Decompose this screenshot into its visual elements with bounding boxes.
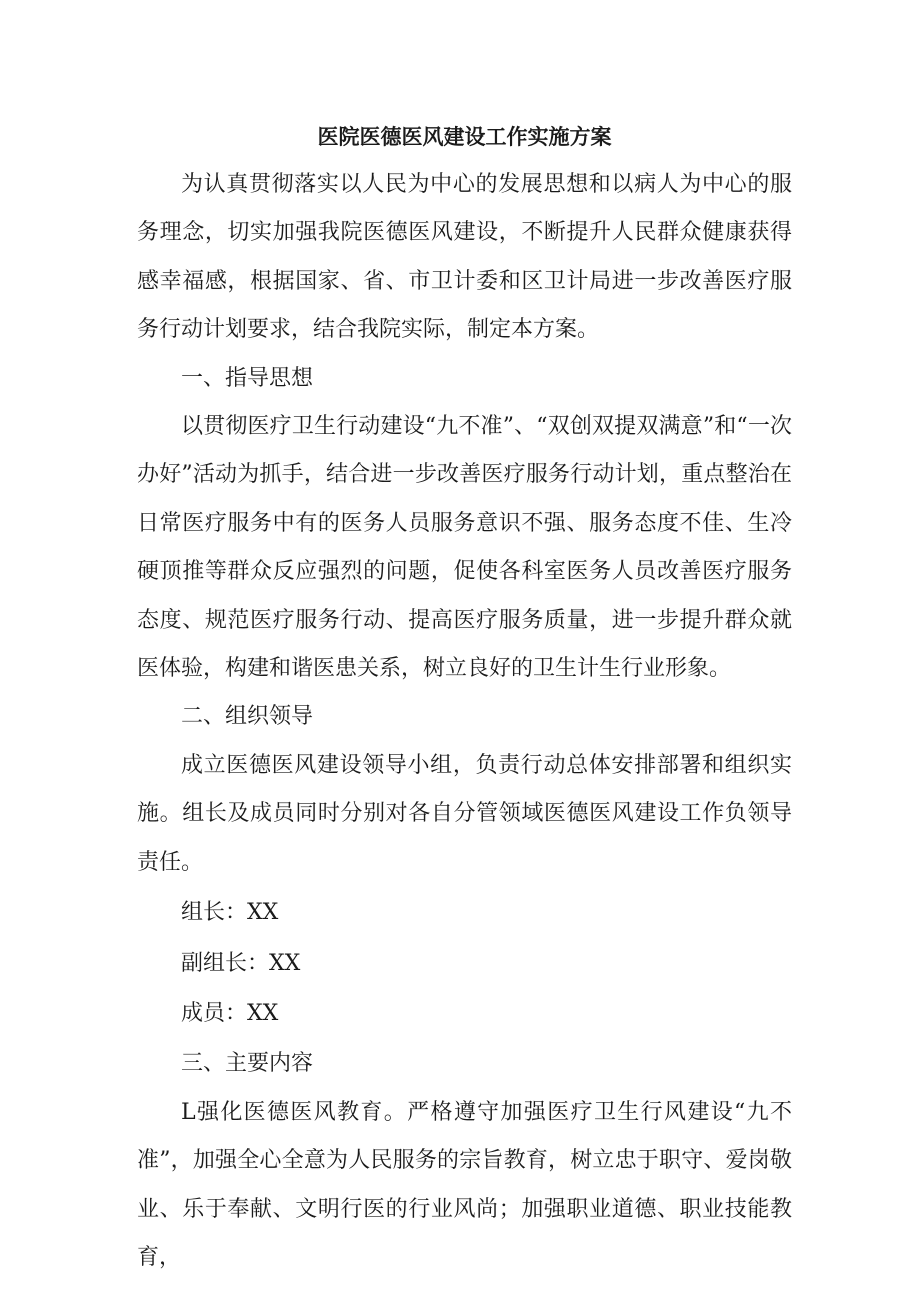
organization-paragraph: 成立医德医风建设领导小组，负责行动总体安排部署和组织实施。组长及成员同时分别对各自分管领域医德医风建设工作负领导责任。	[137, 752, 792, 875]
main-content-item-1: L强化医德医风教育。严格遵守加强医疗卫生行风建设“九不准”，加强全心全意为人民服务的宗旨教育，树立忠于职守、爱岗敬业、乐于奉献、文明行医的行业风尚；加强职业道德、职业技能教育，	[137, 1099, 792, 1270]
section-heading-guiding-ideology: 一、指导思想	[181, 365, 314, 391]
deputy-leader-line: 副组长：XX	[181, 950, 301, 976]
section-heading-organization: 二、组织领导	[181, 704, 314, 730]
guiding-ideology-paragraph: 以贯彻医疗卫生行动建设“九不准”、“双创双提双满意”和“一次办好”活动为抓手，结合进一步改善医疗服务行动计划，重点整治在日常医疗服务中有的医务人员服务意识不强、服务态度不佳、生冷硬顶推等群众反应强烈的问题，促使各科室医务人员改善医疗服务态度、规范医疗服务行动、提高医疗服务质量，进一步提升群众就医体验，构建和谐医患关系，树立良好的卫生计生行业形象。	[137, 414, 792, 682]
document-title: 医院医德医风建设工作实施方案	[317, 124, 612, 149]
section-heading-main-content: 三、主要内容	[181, 1051, 314, 1077]
members-line: 成员：XX	[181, 1000, 279, 1026]
intro-paragraph: 为认真贯彻落实以人民为中心的发展思想和以病人为中心的服务理念，切实加强我院医德医风建设，不断提升人民群众健康获得感幸福感，根据国家、省、市卫计委和区卫计局进一步改善医疗服务行动计划要求，结合我院实际，制定本方案。	[137, 172, 792, 343]
group-leader-line: 组长：XX	[181, 900, 279, 926]
